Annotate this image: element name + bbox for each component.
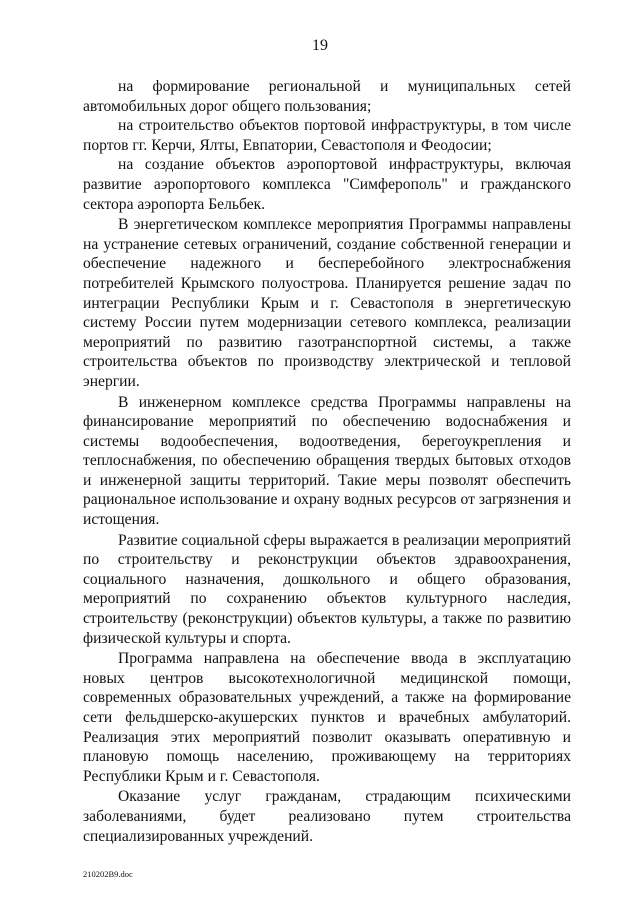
paragraph-psychiatric: Оказание услуг гражданам, страдающим психическими заболеваниями, будет реализовано путем строительства специализированных учреждений. [83,788,571,845]
paragraph-roads: на формирование региональной и муниципальных сетей автомобильных дорог общего пользования; [83,78,571,115]
paragraph-energy: В энергетическом комплексе мероприятия Программы направлены на устранение сетевых ограничений, создание собственной генерации и обеспечение надежного и бесперебойного электроснабжения потребителей Крымского полуострова. Планируется решение задач по интеграции Республики Крым и г. Севастополя в энергетическую систему России путем модернизации сетевого комплекса, реализации мероприятий по развитию газотранспортной системы, а также строительства объектов по производству электрической и тепловой энергии. [83,216,571,390]
page-number: 19 [312,37,328,54]
document-body [83,77,571,846]
paragraph-healthcare: Программа направлена на обеспечение ввода в эксплуатацию новых центров высокотехнологичной медицинской помощи, современных образовательных учреждений, а также на формирование сети фельдшерско-акушерских пунктов и врачебных амбулаторий. Реализация этих мероприятий позволит оказывать оперативную и плановую помощь населению, проживающему на территориях Республики Крым и г. Севастополя. [83,650,571,785]
paragraph-ports: на строительство объектов портовой инфраструктуры, в том числе портов гг. Керчи, Ялты, Евпатории, Севастополя и Феодосии; [83,117,571,154]
paragraph-social: Развитие социальной сферы выражается в реализации мероприятий по строительству и реконструкции объектов здравоохранения, социального назначения, дошкольного и общего образования, мероприятий по сохранению объектов культурного наследия, строительству (реконструкции) объектов культуры, а также по развитию физической культуры и спорта. [83,531,571,647]
file-name-footer: 210202В9.doc [83,869,133,879]
paragraph-engineering: В инженерном комплексе средства Программы направлены на финансирование мероприятий по обеспечению водоснабжения и системы водообеспечения, водоотведения, берегоукрепления и теплоснабжения, по обеспечению обращения твердых бытовых отходов и инженерной защиты территорий. Такие меры позволят обеспечить рациональное использование и охрану водных ресурсов от загрязнения и истощения. [83,393,571,529]
paragraph-airports: на создание объектов аэропортовой инфраструктуры, включая развитие аэропортового комплекса "Симферополь" и гражданского сектора аэропорта Бельбек. [83,156,571,213]
